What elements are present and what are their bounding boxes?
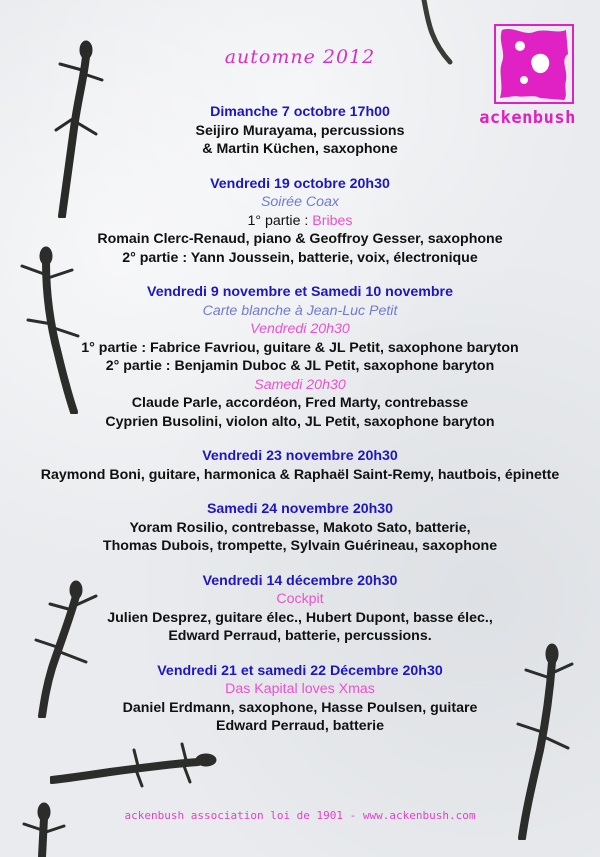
event-heading: Vendredi 14 décembre 20h30 [202,572,398,589]
season-title: automne 2012 [224,46,376,68]
logo-text: ackenbush [479,108,576,128]
event-line: Yoram Rosilio, contrebasse, Makoto Sato, batterie, [129,519,471,536]
event-line: Claude Parle, accordéon, Fred Marty, contrebasse [131,395,469,411]
event-line: 1° partie : Fabrice Favriou, guitare & JL Petit, saxophone baryton [81,339,519,356]
event-line: Cyprien Busolini, violon alto, JL Petit, saxophone baryton [105,413,495,430]
event-1 [0,103,600,159]
event-line: & Martin Küchen, saxophone [202,141,398,157]
event-heading: Samedi 24 novembre 20h30 [206,501,394,517]
event-6 [0,572,600,646]
part-band-name: Bribes [312,212,353,229]
event-5 [0,500,600,556]
event-line: Romain Clerc-Renaud, piano & Geoffroy Gesser, saxophone [97,231,503,247]
event-line: Seijiro Murayama, percussions [195,122,405,139]
program [0,103,600,752]
event-line: Edward Perraud, batterie [216,718,384,734]
event-subtitle: Das Kapital loves Xmas [225,681,375,697]
event-heading: Vendredi 19 octobre 20h30 [210,175,390,192]
event-heading: Vendredi 23 novembre 20h30 [202,448,398,464]
event-day-label: Vendredi 20h30 [250,321,350,337]
event-subtitle: Carte blanche à Jean-Luc Petit [202,302,398,319]
event-part-line [0,212,600,231]
footer-text: ackenbush association loi de 1901 - www.ackenbush.com [124,809,476,822]
event-line: Julien Desprez, guitare élec., Hubert Dupont, basse élec., [107,609,493,626]
event-3 [0,283,600,431]
event-line: Daniel Erdmann, saxophone, Hasse Poulsen, guitare [122,699,478,716]
part-prefix: 1° partie : [247,212,313,229]
event-line: Raymond Boni, guitare, harmonica & Raphaël Saint-Remy, hautbois, épinette [40,466,560,483]
event-day-label: Samedi 20h30 [254,376,346,393]
event-subtitle: Cockpit [276,591,324,607]
event-line: Thomas Dubois, trompette, Sylvain Guérineau, saxophone [102,538,498,554]
event-line: Edward Perraud, batterie, percussions. [168,628,432,644]
event-line: 2° partie : Benjamin Duboc & JL Petit, saxophone baryton [105,358,495,374]
event-heading: Dimanche 7 octobre 17h00 [210,104,390,120]
event-heading: Vendredi 21 et samedi 22 Décembre 20h30 [157,662,443,679]
event-line: 2° partie : Yann Joussein, batterie, voix, électronique [122,249,478,266]
event-2 [0,175,600,268]
event-subtitle: Soirée Coax [260,194,340,210]
event-heading: Vendredi 9 novembre et Samedi 10 novembre [147,284,453,300]
event-4 [0,447,600,484]
event-7 [0,662,600,736]
